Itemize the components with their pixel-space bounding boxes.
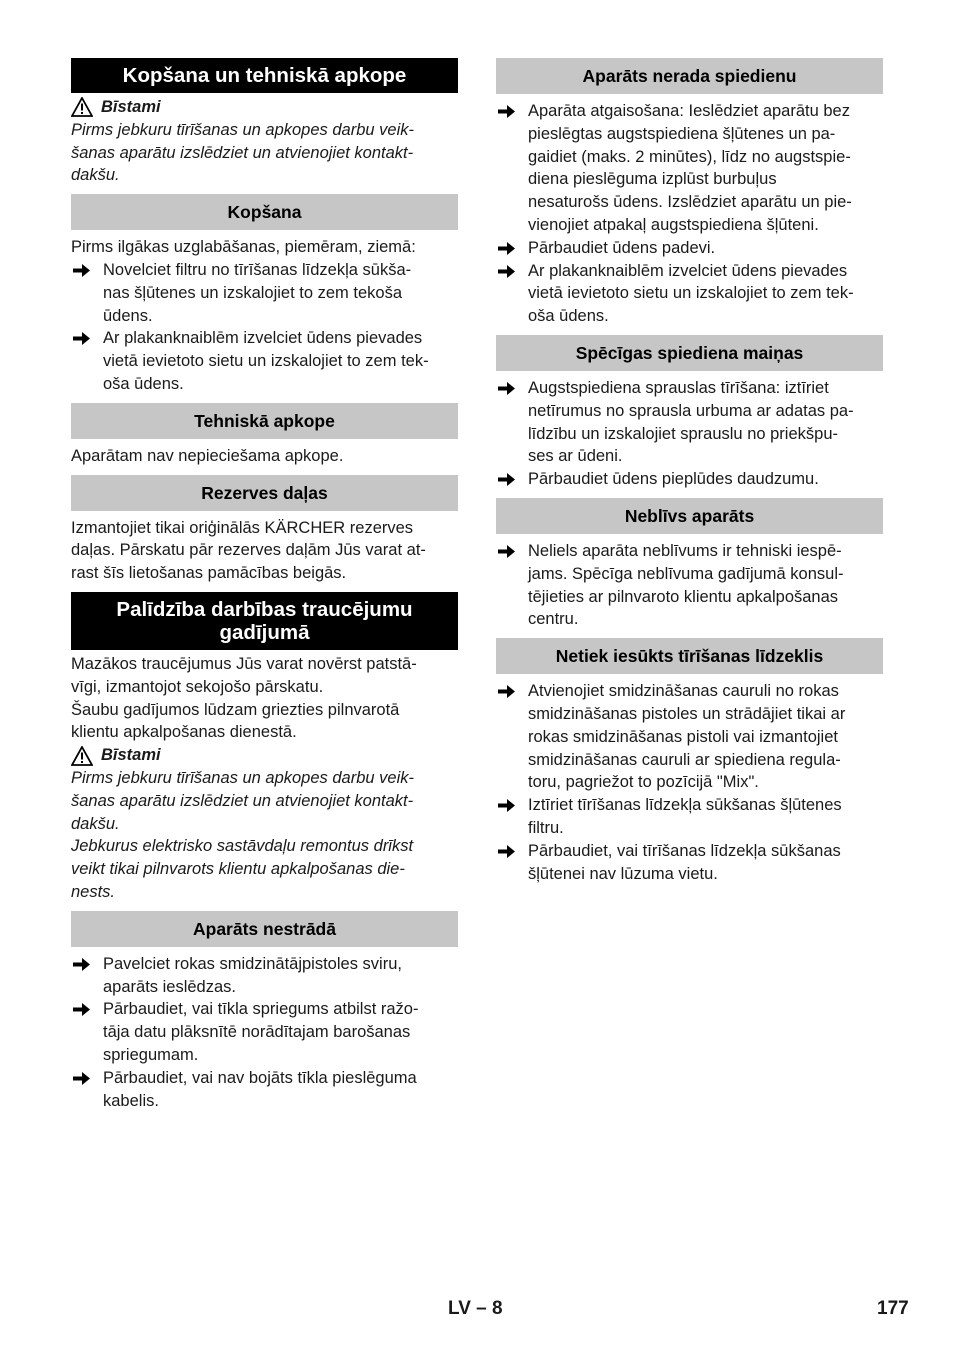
rezerves-line: rast šīs lietošanas pamācības beigās. (71, 564, 347, 583)
arrow-right-icon (73, 957, 91, 972)
list-item: Neliels aparāta neblīvums ir tehniski iespē- jams. Spēcīga neblīvuma gadījumā konsul- tējieties ar pilnvaroto klientu apkalpošanas centru. (496, 540, 883, 631)
arrow-right-icon (498, 798, 516, 813)
warning-line: dakšu. (71, 814, 120, 833)
arrow-right-icon (73, 331, 91, 346)
list-item: Pārbaudiet, vai nav bojāts tīkla pieslēguma kabelis. (71, 1067, 458, 1113)
warning-line: šanas aparātu izslēdziet un atvienojiet kontakt- (71, 791, 414, 810)
warning-line: Jebkurus elektrisko sastāvdaļu remontus drīkst (71, 837, 414, 856)
warning-title: Bīstami (101, 98, 161, 116)
warning-block-2 (71, 744, 458, 904)
arrow-right-icon (498, 381, 516, 396)
heading-kopsana: Kopšana (71, 194, 458, 230)
nerada-list (496, 100, 883, 328)
heading-rezerves-dalas: Rezerves daļas (71, 475, 458, 511)
warning-line: nests. (71, 882, 116, 901)
list-item: Pārbaudiet, vai tīrīšanas līdzekļa sūkšanas šļūtenei nav lūzuma vietu. (496, 840, 883, 886)
heading-spiediena-mainas: Spēcīgas spiediena maiņas (496, 335, 883, 371)
heading-aparats-nestrada: Aparāts nestrādā (71, 911, 458, 947)
arrow-right-icon (498, 844, 516, 859)
palidziba-line: klientu apkalpošanas dienestā. (71, 723, 297, 742)
list-item: Pavelciet rokas smidzinātājpistoles sviru, aparāts ieslēdzas. (71, 953, 458, 999)
list-item: Iztīriet tīrīšanas līdzekļa sūkšanas šļūtenes filtru. (496, 794, 883, 840)
list-item: Atvienojiet smidzināšanas cauruli no rokas smidzināšanas pistoles un strādājiet tikai ar rokas smidzināšanas pistoli vai izmantojiet smidzināšanas cauruli ar spiediena regula- toru, pagriežot to pozīcijā "Mix". (496, 680, 883, 794)
warning-line: Pirms jebkuru tīrīšanas un apkopes darbu veik- (71, 120, 414, 139)
rezerves-line: Izmantojiet tikai oriģinālās KÄRCHER rezerves (71, 518, 414, 537)
section-title-troubleshooting: Palīdzība darbības traucējumu gadījumā (71, 592, 458, 650)
arrow-right-icon (73, 263, 91, 278)
footer-section-label: LV – 8 (448, 1298, 503, 1319)
list-item: Ar plakanknaiblēm izvelciet ūdens pievades vietā ievietoto sietu un izskalojiet to zem tek- oša ūdens. (496, 260, 883, 328)
warning-line: dakšu. (71, 166, 120, 185)
arrow-right-icon (498, 544, 516, 559)
palidziba-line: Mazākos traucējumus Jūs varat novērst patstā- (71, 654, 417, 673)
palidziba-line: vīgi, izmantojot sekojošo pārskatu. (71, 677, 324, 696)
warning-triangle-icon (71, 746, 93, 766)
list-item: Novelciet filtru no tīrīšanas līdzekļa sūkša- nas šļūtenes un izskalojiet to zem tekoša ūdens. (71, 259, 458, 327)
list-item: Pārbaudiet ūdens pieplūdes daudzumu. (496, 468, 883, 491)
neblivs-list (496, 540, 883, 631)
arrow-right-icon (498, 241, 516, 256)
list-item: Ar plakanknaiblēm izvelciet ūdens pievades vietā ievietoto sietu un izskalojiet to zem tek- oša ūdens. (71, 327, 458, 395)
warning-line: Pirms jebkuru tīrīšanas un apkopes darbu veik- (71, 768, 414, 787)
kopsana-intro: Pirms ilgākas uzglabāšanas, piemēram, ziemā: (71, 238, 416, 257)
list-item: Augstspiediena sprauslas tīrīšana: iztīriet netīrumus no sprausla urbuma ar adatas pa- līdzību un izskalojiet sprauslu no priekšpu- ses ar ūdeni. (496, 377, 883, 468)
palidziba-line: Šaubu gadījumos lūdzam griezties pilnvarotā (71, 700, 400, 719)
arrow-right-icon (498, 684, 516, 699)
list-item: Aparāta atgaisošana: Ieslēdziet aparātu bez pieslēgtas augstspiediena šļūtenes un pa- gaidiet (maks. 2 minūtes), līdz no augstspie- diena pieslēguma izplūst burbuļus nesaturošs ūdens. Izslēdziet aparātu un pie- vienojiet atpakaļ augstspiediena šļūteni. (496, 100, 883, 237)
arrow-right-icon (498, 472, 516, 487)
arrow-right-icon (73, 1002, 91, 1017)
heading-netiek-iesukts: Netiek iesūkts tīrīšanas līdzeklis (496, 638, 883, 674)
arrow-right-icon (498, 264, 516, 279)
warning-line: šanas aparātu izslēdziet un atvienojiet kontakt- (71, 143, 414, 162)
arrow-right-icon (498, 104, 516, 119)
warning-title: Bīstami (101, 746, 161, 765)
warning-triangle-icon (71, 97, 93, 117)
left-column (71, 58, 458, 1112)
heading-nerada-spiedienu: Aparāts nerada spiedienu (496, 58, 883, 94)
page-number: 177 (877, 1298, 909, 1319)
heading-neblivs-aparats: Neblīvs aparāts (496, 498, 883, 534)
netiek-list (496, 680, 883, 885)
arrow-right-icon (73, 1071, 91, 1086)
right-column (496, 58, 883, 885)
warning-block-1 (71, 96, 458, 187)
rezerves-line: daļas. Pārskatu pār rezerves daļām Jūs varat at- (71, 541, 426, 560)
section-title-maintenance: Kopšana un tehniskā apkope (71, 58, 458, 93)
nestrada-list (71, 953, 458, 1113)
list-item: Pārbaudiet ūdens padevi. (496, 237, 883, 260)
kopsana-list (71, 259, 458, 396)
list-item: Pārbaudiet, vai tīkla spriegums atbilst ražo- tāja datu plāksnītē norādītajam barošanas spriegumam. (71, 998, 458, 1066)
tehniska-text: Aparātam nav nepieciešama apkope. (71, 446, 344, 465)
maina-list (496, 377, 883, 491)
warning-line: veikt tikai pilnvarots klientu apkalpošanas die- (71, 860, 405, 879)
heading-tehniska-apkope: Tehniskā apkope (71, 403, 458, 439)
